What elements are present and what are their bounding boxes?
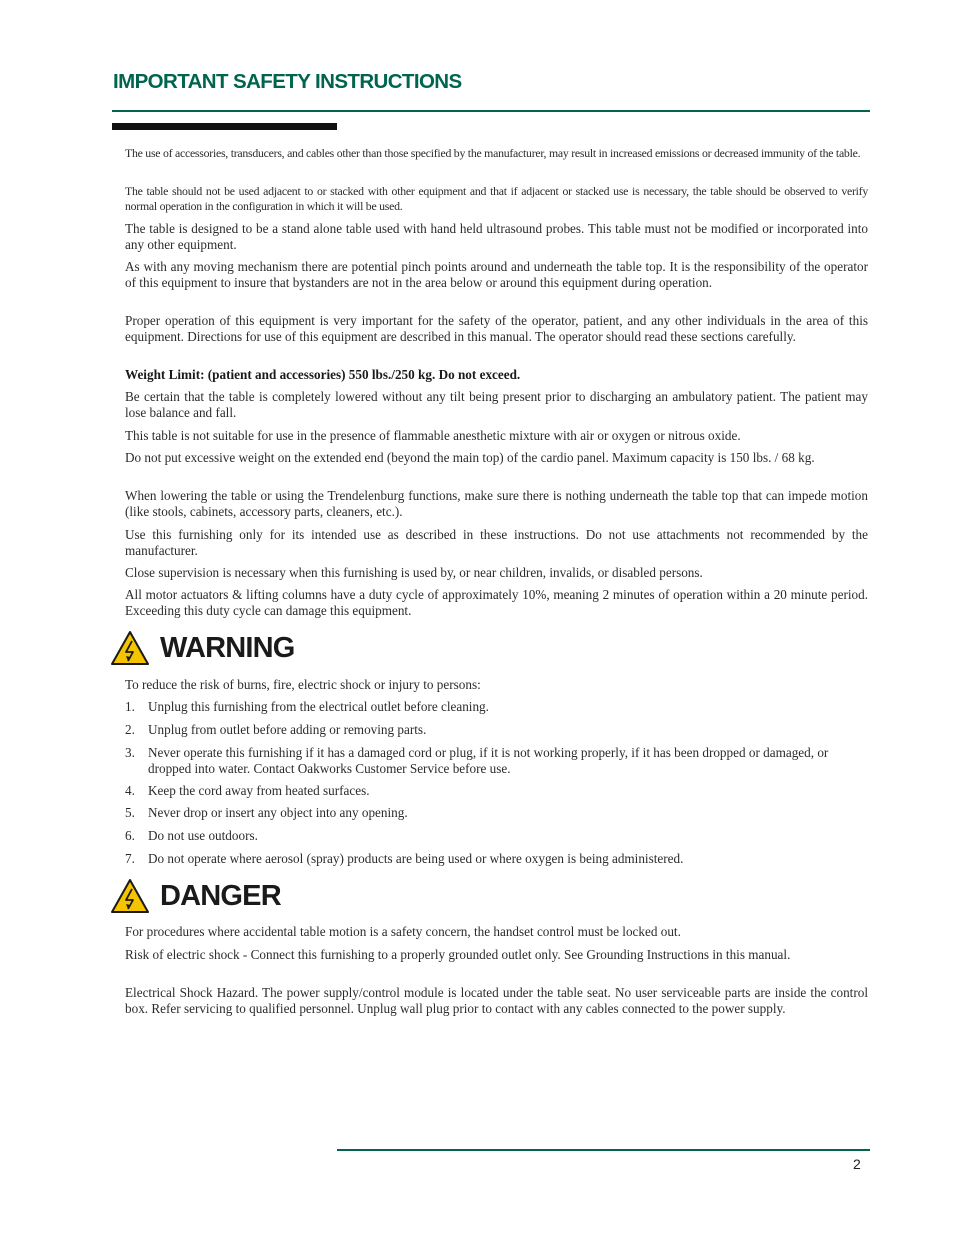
electrical-hazard-icon bbox=[110, 878, 150, 914]
list-item-number: 3. bbox=[125, 745, 135, 760]
list-item bbox=[125, 851, 868, 867]
paragraph-flammable: This table is not suitable for use in the presence of flammable anesthetic mixture with air or oxygen or nitrous oxide. bbox=[125, 428, 741, 443]
list-item-number: 7. bbox=[125, 851, 135, 866]
list-item-text: Keep the cord away from heated surfaces. bbox=[148, 783, 370, 798]
list-item-text: Never drop or insert any object into any opening. bbox=[148, 805, 408, 820]
list-item-text: Never operate this furnishing if it has a damaged cord or plug, if it is not working properly, if it has been dropped or damaged, or dropped into water. Contact Oakworks Customer Service before use. bbox=[148, 745, 829, 776]
list-item-text: Unplug from outlet before adding or removing parts. bbox=[148, 722, 427, 737]
list-item-text: Do not operate where aerosol (spray) products are being used or where oxygen is being administered. bbox=[148, 851, 684, 866]
paragraph-stand-alone: The table is designed to be a stand alone table used with hand held ultrasound probes. This table must not be modified or incorporated into any other equipment. bbox=[125, 221, 868, 252]
header-rule bbox=[112, 110, 870, 112]
danger-paragraph-shock-hazard: Electrical Shock Hazard. The power supply/control module is located under the table seat. No user serviceable parts are inside the control box. Refer servicing to qualified personnel. Unplug wall plug prior to contact with any cables connected to the power supply. bbox=[125, 985, 868, 1016]
paragraph-trendelenburg: When lowering the table or using the Trendelenburg functions, make sure there is nothing underneath the table top that can impede motion (like stools, cabinets, accessory parts, cleaners, etc.). bbox=[125, 488, 868, 519]
electrical-hazard-icon bbox=[110, 630, 150, 666]
list-item-number: 2. bbox=[125, 722, 135, 737]
page-title: IMPORTANT SAFETY INSTRUCTIONS bbox=[113, 70, 462, 93]
paragraph-pinch-points: As with any moving mechanism there are potential pinch points around and underneath the table top. It is the responsibility of the operator of this equipment to insure that bystanders are not in the area below or around this equipment during operation. bbox=[125, 259, 868, 290]
list-item bbox=[125, 805, 868, 821]
warning-intro: To reduce the risk of burns, fire, electric shock or injury to persons: bbox=[125, 677, 481, 692]
page-number: 2 bbox=[853, 1156, 861, 1172]
paragraph-adjacent-use: The table should not be used adjacent to or stacked with other equipment and that if adjacent or stacked use is necessary, the table should be observed to verify normal operation in the configuration in which it will be used. bbox=[125, 184, 868, 214]
paragraph-weight-limit: Weight Limit: (patient and accessories) 550 lbs./250 kg. Do not exceed. bbox=[125, 367, 521, 382]
danger-paragraph-lockout: For procedures where accidental table motion is a safety concern, the handset control must be locked out. bbox=[125, 924, 681, 939]
list-item bbox=[125, 828, 868, 844]
footer-rule bbox=[337, 1149, 870, 1151]
paragraph-cardio-panel: Do not put excessive weight on the extended end (beyond the main top) of the cardio panel. Maximum capacity is 150 lbs. / 68 kg. bbox=[125, 450, 815, 465]
paragraph-accessories: The use of accessories, transducers, and cables other than those specified by the manufacturer, may result in increased emissions or decreased immunity of the table. bbox=[125, 146, 861, 160]
danger-paragraph-grounding: Risk of electric shock - Connect this furnishing to a properly grounded outlet only. See Grounding Instructions in this manual. bbox=[125, 947, 791, 962]
list-item-number: 4. bbox=[125, 783, 135, 798]
list-item-text: Unplug this furnishing from the electrical outlet before cleaning. bbox=[148, 699, 489, 714]
list-item bbox=[125, 722, 868, 738]
paragraph-duty-cycle: All motor actuators & lifting columns have a duty cycle of approximately 10%, meaning 2 minutes of operation within a 20 minute period. Exceeding this duty cycle can damage this equipment. bbox=[125, 587, 868, 618]
list-item-text: Do not use outdoors. bbox=[148, 828, 258, 843]
list-item-number: 6. bbox=[125, 828, 135, 843]
warning-heading: WARNING bbox=[160, 631, 295, 664]
header-accent-bar bbox=[112, 123, 337, 130]
paragraph-proper-operation: Proper operation of this equipment is very important for the safety of the operator, patient, and any other individuals in the area of this equipment. Directions for use of this equipment are described in this manual. The operator should read these sections carefully. bbox=[125, 313, 868, 344]
paragraph-lowered: Be certain that the table is completely lowered without any tilt being present prior to discharging an ambulatory patient. The patient may lose balance and fall. bbox=[125, 389, 868, 420]
paragraph-supervision: Close supervision is necessary when this furnishing is used by, or near children, invalids, or disabled persons. bbox=[125, 565, 703, 580]
list-item-number: 5. bbox=[125, 805, 135, 820]
list-item bbox=[125, 699, 868, 715]
paragraph-intended-use: Use this furnishing only for its intended use as described in these instructions. Do not use attachments not recommended by the manufacturer. bbox=[125, 527, 868, 558]
danger-heading: DANGER bbox=[160, 879, 281, 912]
danger-header bbox=[110, 876, 281, 916]
warning-header bbox=[110, 628, 295, 668]
list-item bbox=[125, 783, 868, 799]
list-item-number: 1. bbox=[125, 699, 135, 714]
list-item bbox=[125, 745, 868, 776]
